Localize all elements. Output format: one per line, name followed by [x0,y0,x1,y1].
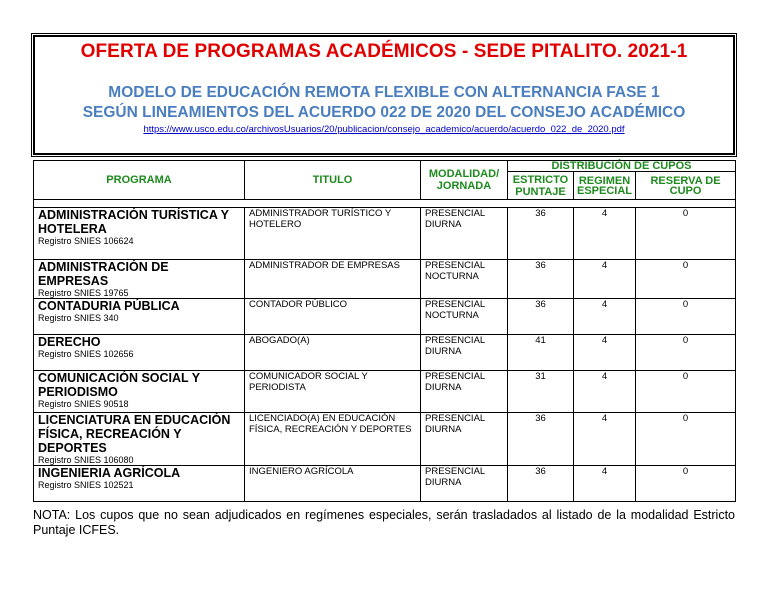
cell-programa [34,413,245,466]
cell-reserva: 0 [636,208,736,260]
cell-reserva: 0 [636,466,736,502]
table-row [34,208,736,260]
note-text: NOTA: Los cupos que no sean adjudicados en regímenes especiales, serán trasladados al listado de la modalidad Estricto Puntaje ICFES. [33,508,735,537]
cell-reserva: 0 [636,413,736,466]
cell-modalidad: PRESENCIAL DIURNA [421,413,508,466]
cell-regimen: 4 [574,208,636,260]
cell-reserva: 0 [636,371,736,413]
program-snies: Registro SNIES 106080 [38,455,134,465]
table-row [34,371,736,413]
cell-modalidad: PRESENCIAL DIURNA [421,466,508,502]
header-titulo: TITULO [245,161,421,200]
cell-modalidad: PRESENCIAL NOCTURNA [421,299,508,335]
table-row [34,335,736,371]
table-row [34,260,736,299]
program-snies: Registro SNIES 90518 [38,399,129,409]
cell-programa [34,299,245,335]
program-name: CONTADURIA PÚBLICA [38,299,180,313]
header-programa: PROGRAMA [34,161,245,200]
subtitle-agreement: SEGÚN LINEAMIENTOS DEL ACUERDO 022 DE 2020 DEL CONSEJO ACADÉMICO [82,104,686,121]
cell-regimen: 4 [574,413,636,466]
cell-titulo: LICENCIADO(A) EN EDUCACIÓN FÍSICA, RECREACIÓN Y DEPORTES [245,413,421,466]
program-name: INGENIERIA AGRÍCOLA [38,466,181,480]
cell-regimen: 4 [574,371,636,413]
program-name: ADMINISTRACIÓN TURÍSTICA Y HOTELERA [38,208,229,236]
cell-regimen: 4 [574,260,636,299]
page-title: OFERTA DE PROGRAMAS ACADÉMICOS - SEDE PITALITO. 2021-1 [80,41,688,62]
program-name: ADMINISTRACIÓN DE EMPRESAS [38,260,169,288]
header-box [33,35,735,155]
cell-regimen: 4 [574,335,636,371]
cell-titulo: ABOGADO(A) [245,335,421,371]
program-name: DERECHO [38,335,101,349]
cell-reserva: 0 [636,335,736,371]
program-snies: Registro SNIES 19765 [38,288,129,298]
header-distribucion: DISTRIBUCIÓN DE CUPOS [508,161,736,172]
header-estricto: ESTRICTO PUNTAJE [508,172,574,200]
table-row [34,466,736,502]
header-modalidad: MODALIDAD/ JORNADA [421,161,508,200]
program-name: LICENCIATURA EN EDUCACIÓN FÍSICA, RECREACIÓN Y DEPORTES [38,413,231,455]
program-snies: Registro SNIES 106624 [38,236,134,246]
cell-modalidad: PRESENCIAL NOCTURNA [421,260,508,299]
subtitle-model: MODELO DE EDUCACIÓN REMOTA FLEXIBLE CON ALTERNANCIA FASE 1 [108,84,660,101]
cell-titulo: ADMINISTRADOR DE EMPRESAS [245,260,421,299]
cell-estricto: 36 [508,299,574,335]
header-regimen: REGIMEN ESPECIAL [574,172,636,200]
cell-titulo: INGENIERO AGRÍCOLA [245,466,421,502]
agreement-link[interactable]: https://www.usco.edu.co/archivosUsuarios/20/publicacion/consejo_academico/acuerdo/acuerdo_022_de_2020.pdf [143,124,625,135]
cell-estricto: 36 [508,260,574,299]
header-reserva: RESERVA DE CUPO [636,172,736,200]
cell-regimen: 4 [574,466,636,502]
program-snies: Registro SNIES 102656 [38,349,134,359]
cell-titulo: ADMINISTRADOR TURÍSTICO Y HOTELERO [245,208,421,260]
table-row [34,299,736,335]
program-name: COMUNICACIÓN SOCIAL Y PERIODISMO [38,371,200,399]
cell-estricto: 36 [508,466,574,502]
cell-titulo: COMUNICADOR SOCIAL Y PERIODISTA [245,371,421,413]
cell-estricto: 41 [508,335,574,371]
cell-estricto: 31 [508,371,574,413]
cell-programa [34,371,245,413]
program-snies: Registro SNIES 340 [38,313,119,323]
cell-titulo: CONTADOR PÚBLICO [245,299,421,335]
cell-regimen: 4 [574,299,636,335]
table-row [34,413,736,466]
cell-programa [34,260,245,299]
cell-modalidad: PRESENCIAL DIURNA [421,208,508,260]
cell-programa [34,208,245,260]
cell-modalidad: PRESENCIAL DIURNA [421,371,508,413]
cell-reserva: 0 [636,299,736,335]
cell-estricto: 36 [508,208,574,260]
cell-programa [34,335,245,371]
programs-table [33,160,736,502]
cell-reserva: 0 [636,260,736,299]
cell-modalidad: PRESENCIAL DIURNA [421,335,508,371]
cell-programa [34,466,245,502]
cell-estricto: 36 [508,413,574,466]
program-snies: Registro SNIES 102521 [38,480,134,490]
